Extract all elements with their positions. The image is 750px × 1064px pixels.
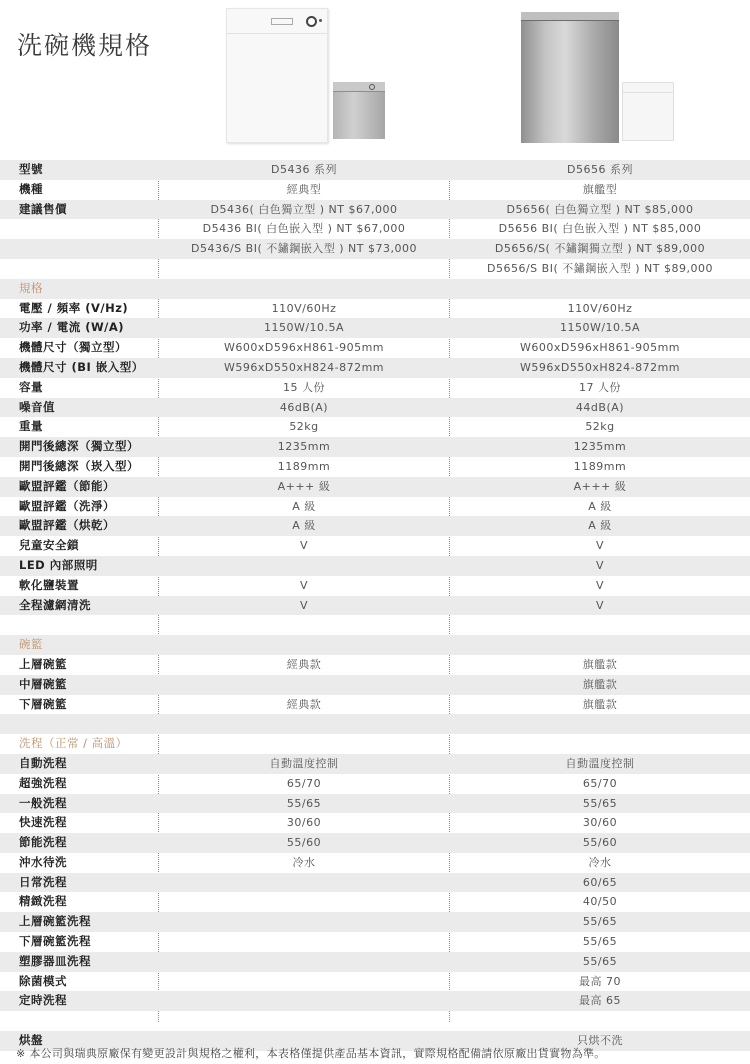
table-row (0, 556, 750, 576)
row-label: 塑膠器皿洗程 (19, 953, 91, 968)
cell-d5436: D5436/S BI( 不鏽鋼嵌入型 ) NT $73,000 (191, 242, 417, 256)
table-row (0, 516, 750, 536)
table-row (0, 338, 750, 358)
cell-d5656: D5656/S BI( 不鏽鋼嵌入型 ) NT $89,000 (487, 261, 713, 275)
row-label: 噪音值 (19, 399, 55, 414)
cell-d5436: 經典款 (286, 697, 322, 711)
table-row (0, 160, 750, 180)
cell-d5656: V (595, 578, 605, 592)
table-row (0, 714, 750, 734)
cell-d5656: V (595, 539, 605, 553)
cell-d5436: W596xD550xH824-872mm (223, 360, 385, 374)
row-label: 精緻洗程 (19, 894, 67, 909)
table-row (0, 596, 750, 616)
cell-d5436: 65/70 (286, 776, 322, 790)
row-label: 中層碗籃 (19, 676, 67, 691)
cell-d5656: 1235mm (573, 440, 627, 454)
knob-icon (369, 84, 375, 90)
table-row (0, 497, 750, 517)
cell-d5656: 旗艦型 (582, 182, 618, 196)
cell-d5656: 55/65 (582, 796, 618, 810)
cell-d5656: 冷水 (588, 855, 612, 869)
cell-d5436: D5436 系列 (271, 163, 337, 176)
cell-d5656: D5656/S( 不鏽鋼獨立型 ) NT $89,000 (494, 242, 706, 256)
table-row (0, 378, 750, 398)
cell-d5436: 52kg (289, 420, 319, 434)
table-row (0, 477, 750, 497)
row-label: 軟化鹽裝置 (19, 577, 79, 592)
table-row (0, 794, 750, 814)
table-row (0, 833, 750, 853)
indicator-icon (319, 19, 322, 22)
cell-d5656: 旗艦款 (582, 657, 618, 671)
table-row (0, 853, 750, 873)
row-label: 型號 (19, 162, 43, 176)
row-label: 歐盟評鑑（洗淨） (19, 498, 115, 513)
section-header-row (0, 734, 750, 754)
row-label: 日常洗程 (19, 874, 67, 889)
cell-d5436: 55/65 (286, 796, 322, 810)
cell-d5656: 110V/60Hz (567, 301, 633, 315)
row-label: 功率 / 電流 (W/A) (19, 320, 125, 335)
cell-d5656: 40/50 (582, 895, 618, 909)
table-row (0, 675, 750, 695)
cell-d5656: A 級 (588, 519, 612, 533)
row-label: 全程濾網清洗 (19, 597, 91, 612)
white-dishwasher-thumbnail (622, 82, 674, 141)
table-row (0, 437, 750, 457)
cell-d5436: A+++ 級 (277, 479, 331, 493)
cell-d5436: 1150W/10.5A (263, 321, 345, 335)
row-label: 開門後總深（獨立型） (19, 439, 139, 454)
row-label: 節能洗程 (19, 835, 67, 850)
cell-d5656: 55/65 (582, 935, 618, 949)
table-row (0, 892, 750, 912)
table-row (0, 873, 750, 893)
cell-d5436: A 級 (292, 519, 316, 533)
row-label: 建議售價 (19, 201, 67, 216)
cell-d5656: 1189mm (573, 459, 627, 473)
row-label: 沖水待洗 (19, 854, 67, 869)
section-title: 碗籃 (19, 637, 43, 652)
cell-d5656: V (595, 558, 605, 572)
cell-d5436: V (299, 598, 309, 612)
row-label: 容量 (19, 379, 43, 394)
section-header-row (0, 635, 750, 655)
table-row (0, 576, 750, 596)
row-label: 烘盤 (19, 1033, 43, 1048)
row-label: 下層碗籃 (19, 696, 67, 711)
cell-d5656: A+++ 級 (573, 479, 627, 493)
row-label: 電壓 / 頻率 (V/Hz) (19, 300, 129, 315)
cell-d5656: 60/65 (582, 875, 618, 889)
cell-d5656: D5656( 白色獨立型 ) NT $85,000 (506, 202, 694, 216)
cell-d5436: 110V/60Hz (271, 301, 337, 315)
cell-d5436: 經典型 (286, 182, 322, 196)
row-label: 上層碗籃 (19, 656, 67, 671)
cell-d5656: 最高 70 (579, 974, 621, 988)
table-row (0, 991, 750, 1011)
cell-d5436: 自動溫度控制 (269, 756, 339, 770)
cell-d5436: 1235mm (277, 440, 331, 454)
section-header-row (0, 279, 750, 299)
cell-d5436: 1189mm (277, 459, 331, 473)
table-row (0, 813, 750, 833)
cell-d5656: 65/70 (582, 776, 618, 790)
table-row (0, 299, 750, 319)
table-row (0, 536, 750, 556)
cell-d5656: 旗艦款 (582, 697, 618, 711)
row-label: 歐盟評鑑（烘乾） (19, 518, 115, 533)
row-label: 歐盟評鑑（節能） (19, 478, 115, 493)
row-label: 機體尺寸（獨立型） (19, 340, 127, 355)
row-label: 定時洗程 (19, 993, 67, 1008)
control-panel (521, 12, 619, 21)
row-label: 自動洗程 (19, 755, 67, 770)
cell-d5656: 44dB(A) (575, 400, 625, 414)
cell-d5436: D5436( 白色獨立型 ) NT $67,000 (210, 202, 398, 216)
cell-d5656: 55/60 (582, 836, 618, 850)
table-row (0, 318, 750, 338)
cell-d5436: 46dB(A) (279, 400, 329, 414)
cell-d5436: 15 人份 (283, 380, 325, 394)
row-label: 快速洗程 (19, 815, 67, 830)
table-row (0, 972, 750, 992)
cell-d5656: 30/60 (582, 816, 618, 830)
row-label: 除菌模式 (19, 973, 67, 988)
cell-d5656: 55/65 (582, 954, 618, 968)
cell-d5656: 52kg (585, 420, 615, 434)
table-row (0, 180, 750, 200)
table-row (0, 615, 750, 635)
footnote: ※ 本公司與瑞典原廠保有變更設計與規格之權利，本表格僅提供產品基本資訊，實際規格配備請依原廠出貨實物為準。 (16, 1047, 606, 1060)
table-row (0, 457, 750, 477)
row-label: 超強洗程 (19, 775, 67, 790)
table-row (0, 932, 750, 952)
table-row (0, 417, 750, 437)
row-label: 兒童安全鎖 (19, 538, 79, 553)
cell-d5436: V (299, 578, 309, 592)
cell-d5656: 17 人份 (579, 380, 621, 394)
cell-d5656: 1150W/10.5A (559, 321, 641, 335)
section-title: 洗程（正常 / 高溫） (19, 736, 128, 751)
cell-d5656: D5656 系列 (567, 163, 633, 176)
cell-d5436: A 級 (292, 499, 316, 513)
cell-d5656: W600xD596xH861-905mm (519, 341, 681, 355)
table-row (0, 259, 750, 279)
knob-icon (306, 16, 317, 27)
row-label: 重量 (19, 419, 43, 434)
white-dishwasher-image (226, 8, 328, 143)
cell-d5656: 55/65 (582, 915, 618, 929)
table-row (0, 200, 750, 220)
cell-d5656: 只烘不洗 (577, 1034, 623, 1048)
table-row (0, 358, 750, 378)
table-row (0, 754, 750, 774)
cell-d5436: W600xD596xH861-905mm (223, 341, 385, 355)
page-title: 洗碗機規格 (17, 31, 153, 60)
header (0, 0, 750, 160)
row-label: 機體尺寸 (BI 嵌入型） (19, 359, 144, 374)
table-row (0, 239, 750, 259)
row-label: 機種 (19, 181, 43, 196)
steel-dishwasher-image (521, 12, 619, 143)
cell-d5656: V (595, 598, 605, 612)
row-label: LED 內部照明 (19, 557, 98, 572)
cell-d5656: 自動溫度控制 (565, 756, 635, 770)
table-row (0, 695, 750, 715)
table-row (0, 1011, 750, 1031)
spec-table (0, 160, 750, 1051)
cell-d5656: D5656 BI( 白色嵌入型 ) NT $85,000 (498, 222, 702, 236)
cell-d5436: 經典款 (286, 657, 322, 671)
control-panel (333, 82, 385, 92)
control-panel (623, 83, 673, 93)
section-title: 規格 (19, 280, 43, 295)
table-row (0, 398, 750, 418)
row-label: 上層碗籃洗程 (19, 914, 91, 929)
cell-d5656: 旗艦款 (582, 677, 618, 691)
steel-dishwasher-thumbnail (333, 82, 385, 139)
table-row (0, 912, 750, 932)
display-slot (271, 18, 293, 25)
cell-d5436: 30/60 (286, 816, 322, 830)
cell-d5436: D5436 BI( 白色嵌入型 ) NT $67,000 (202, 222, 406, 236)
cell-d5656: A 級 (588, 499, 612, 513)
cell-d5656: W596xD550xH824-872mm (519, 360, 681, 374)
cell-d5436: 冷水 (292, 855, 316, 869)
cell-d5436: V (299, 539, 309, 553)
cell-d5436: 55/60 (286, 836, 322, 850)
table-row (0, 774, 750, 794)
row-label: 開門後總深（崁入型） (19, 458, 139, 473)
table-row (0, 219, 750, 239)
row-label: 下層碗籃洗程 (19, 934, 91, 949)
cell-d5656: 最高 65 (579, 994, 621, 1008)
table-row (0, 952, 750, 972)
row-label: 一般洗程 (19, 795, 67, 810)
table-row (0, 655, 750, 675)
